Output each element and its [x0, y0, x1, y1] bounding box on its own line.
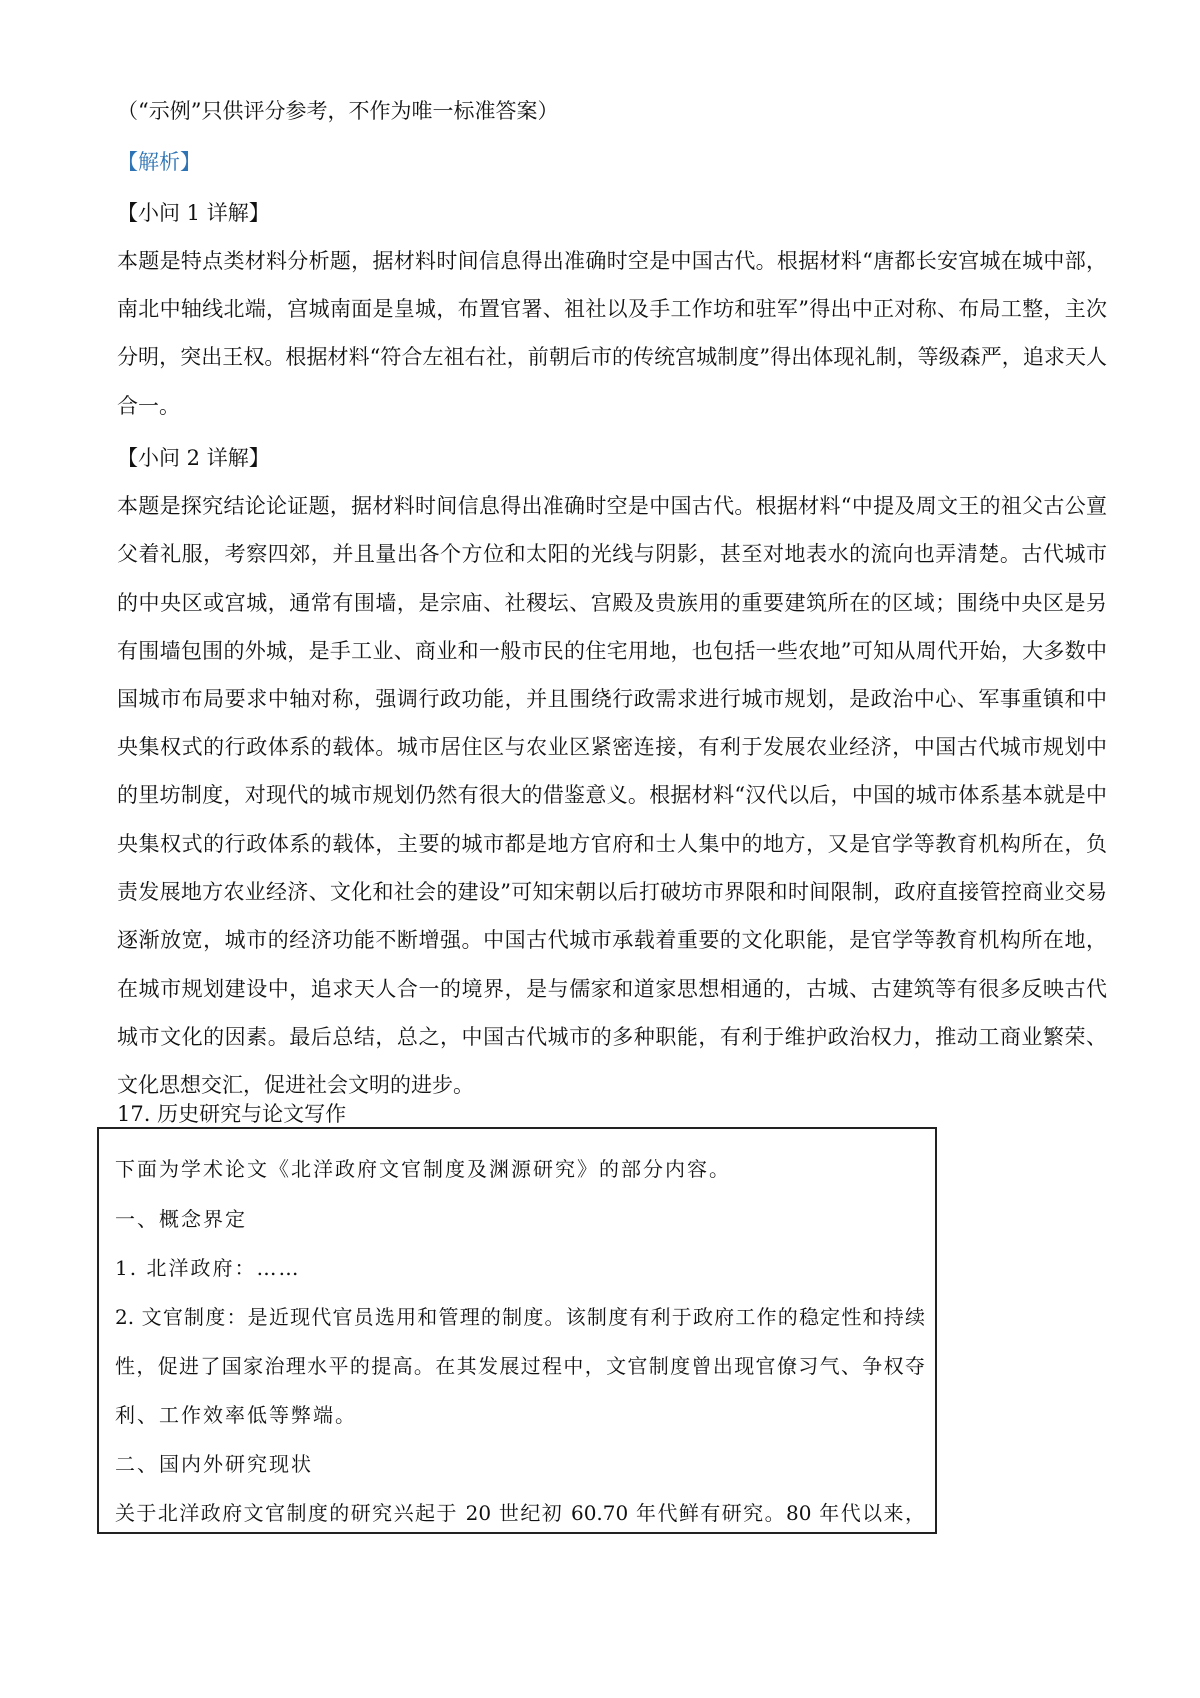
q2-heading: 【小问 2 详解】 — [117, 446, 270, 470]
q1-line: 合一。 — [117, 394, 180, 418]
q2-line: 的中央区或宫城，通常有围墙，是宗庙、社稷坛、宫殿及贵族用的重要建筑所在的区域；围绕中央区是另 — [117, 591, 1107, 615]
question-17-title: 17. 历史研究与论文写作 — [117, 1102, 347, 1126]
material-line: 二、国内外研究现状 — [115, 1452, 313, 1476]
material-line: 关于北洋政府文官制度的研究兴起于 20 世纪初 60.70 年代鲜有研究。80 年代以来， — [115, 1501, 925, 1525]
q2-line: 在城市规划建设中，追求天人合一的境界，是与儒家和道家思想相通的，古城、古建筑等有很多反映古代 — [117, 977, 1107, 1001]
q2-line: 城市文化的因素。最后总结，总之，中国古代城市的多种职能，有利于维护政治权力，推动工商业繁荣、 — [117, 1025, 1107, 1049]
q2-line: 文化思想交汇，促进社会文明的进步。 — [117, 1073, 474, 1097]
q1-heading: 【小问 1 详解】 — [117, 201, 270, 225]
q2-line: 责发展地方农业经济、文化和社会的建设”可知宋朝以后打破坊市界限和时间限制，政府直接管控商业交易 — [117, 880, 1107, 904]
material-line: 1. 北洋政府：…… — [115, 1256, 301, 1280]
material-box — [97, 1127, 937, 1534]
material-line: 性，促进了国家治理水平的提高。在其发展过程中，文官制度曾出现官僚习气、争权夺 — [115, 1354, 925, 1378]
q1-line: 南北中轴线北端，宫城南面是皇城，布置官署、祖社以及手工作坊和驻军”得出中正对称、布局工整，主次 — [117, 297, 1107, 321]
q2-line: 本题是探究结论论证题，据材料时间信息得出准确时空是中国古代。根据材料“中提及周文王的祖父古公亶 — [117, 494, 1107, 518]
q2-line: 有围墙包围的外城，是手工业、商业和一般市民的住宅用地，也包括一些农地”可知从周代开始，大多数中 — [117, 639, 1107, 663]
analysis-label: 【解析】 — [117, 150, 201, 174]
q2-line: 父着礼服，考察四郊，并且量出各个方位和太阳的光线与阴影，甚至对地表水的流向也弄清楚。古代城市 — [117, 542, 1107, 566]
material-line: 一、概念界定 — [115, 1207, 247, 1231]
q2-line: 国城市布局要求中轴对称，强调行政功能，并且围绕行政需求进行城市规划，是政治中心、军事重镇和中 — [117, 687, 1107, 711]
q2-line: 央集权式的行政体系的载体。城市居住区与农业区紧密连接，有利于发展农业经济，中国古代城市规划中 — [117, 735, 1107, 759]
q2-line: 逐渐放宽，城市的经济功能不断增强。中国古代城市承载着重要的文化职能，是官学等教育机构所在地， — [117, 928, 1107, 952]
q1-line: 分明，突出王权。根据材料“符合左祖右社，前朝后市的传统宫城制度”得出体现礼制，等级森严，追求天人 — [117, 345, 1107, 369]
material-line: 下面为学术论文《北洋政府文官制度及渊源研究》的部分内容。 — [115, 1157, 731, 1181]
material-line: 2. 文官制度：是近现代官员选用和管理的制度。该制度有利于政府工作的稳定性和持续 — [115, 1305, 925, 1329]
q2-line: 的里坊制度，对现代的城市规划仍然有很大的借鉴意义。根据材料“汉代以后，中国的城市体系基本就是中 — [117, 783, 1107, 807]
scoring-note: （“示例”只供评分参考，不作为唯一标准答案） — [117, 99, 559, 123]
material-line: 利、工作效率低等弊端。 — [115, 1403, 357, 1427]
q1-line: 本题是特点类材料分析题，据材料时间信息得出准确时空是中国古代。根据材料“唐都长安宫城在城中部， — [117, 249, 1107, 273]
q2-line: 央集权式的行政体系的载体，主要的城市都是地方官府和士人集中的地方，又是官学等教育机构所在，负 — [117, 832, 1107, 856]
